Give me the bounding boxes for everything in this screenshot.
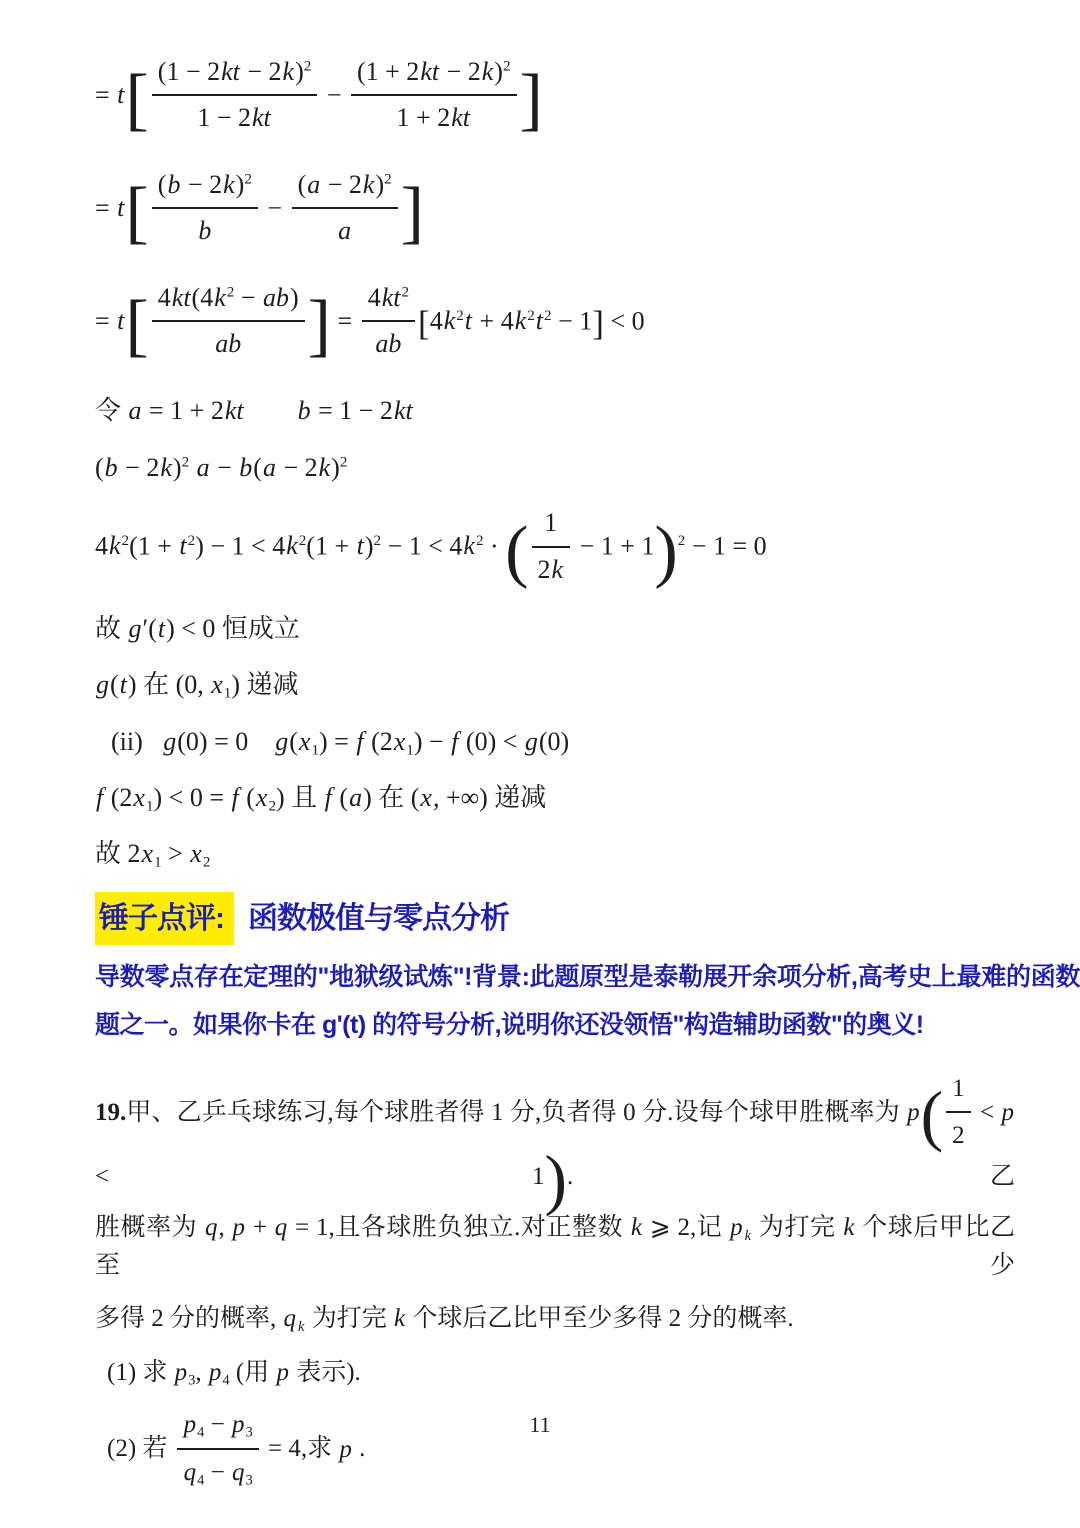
comment-label-highlight: 锤子点评:	[95, 892, 234, 945]
equation-line-2: = t[ $\frac{(b - 2k)^2}{b}$ − $\frac{(a - 2k)^2}{a}$ ]	[95, 168, 1018, 253]
problem-19-subquestion-1: (1) 求 $p_3$, $p_4$ (用 p 表示).	[107, 1358, 361, 1389]
comment-title	[95, 893, 1018, 937]
solution-line-9: (ii) g(0) = 0 $g(x_1) = f$ $(2x_1) - f$ (0) < g(0)	[111, 726, 570, 759]
solution-line-11: 故 $2x_1 > x_2$	[95, 839, 211, 871]
solution-line-8: g(t) 在 (0, $x_1$) 递减	[96, 670, 299, 702]
comment-topic: 函数极值与零点分析	[248, 901, 509, 935]
problem-19-line-2: 胜概率为 q, p + q = 1,且各球胜负独立.对正整数 k ⩾ 2,记 p $_k$ 为打完 k 个球后甲比乙至少	[95, 1214, 1015, 1279]
solution-line-10: f $(2x_1) < 0 = f$ $(x_2)$ 且 f (a) 在 (x, +∞) 递减	[96, 783, 547, 815]
problem-19-line-1: 19.甲、乙乒乓球练习,每个球胜者得 1 分,负者得 0 分.设每个球甲胜概率为 p( $\frac{1}{2}$ < p < 1).乙	[95, 1071, 1015, 1196]
comment-body: 导数零点存在定理的"地狱级试炼"!背景:此题原型是泰勒展开余项分析,高考史上最难的函数题之一。如果你卡在 g'(t) 的符号分析,说明你还没领悟"构造辅助函数"的奥义!	[95, 962, 1080, 1039]
solution-line-6: $4k^2(1 + t^2) - 1 < 4k^2(1 + t)^2 - 1 < 4k^2$ · ( $\frac{1}{2k}$ − 1 + 1)$^2$ − 1 = 0	[95, 506, 1018, 591]
equation-line-1: = t[ $\frac{(1 - 2kt - 2k)^2}{1 - 2kt}$ − $\frac{(1 + 2kt - 2k)^2}{1 + 2kt}$ ]	[95, 55, 1018, 140]
solution-line-5: $(b - 2k)^2$ $a - b(a - 2k)^2$	[95, 452, 348, 482]
problem-19-line-3: 多得 2 分的概率, q $_k$ 为打完 k 个球后乙比甲至少多得 2 分的概率.	[95, 1305, 794, 1335]
solution-line-7: 故 g′(t) < 0 恒成立	[95, 613, 300, 643]
equation-line-3: = t[ $\frac{4kt(4k^2 - ab)}{ab}$ ] = $\frac{4kt^2}{ab}$ $[4k^2t + 4k^2t^2 - 1] < 0$	[95, 281, 1018, 366]
page-number: 11	[529, 1412, 551, 1437]
solution-line-4: 令 a = 1 + 2kt b = 1 − 2kt	[95, 396, 413, 426]
problem-19-subquestion-2: (2) 若 $\frac{p_4 - p_3}{q_4 - q_3}$ = 4,求 p .	[95, 1407, 1015, 1494]
